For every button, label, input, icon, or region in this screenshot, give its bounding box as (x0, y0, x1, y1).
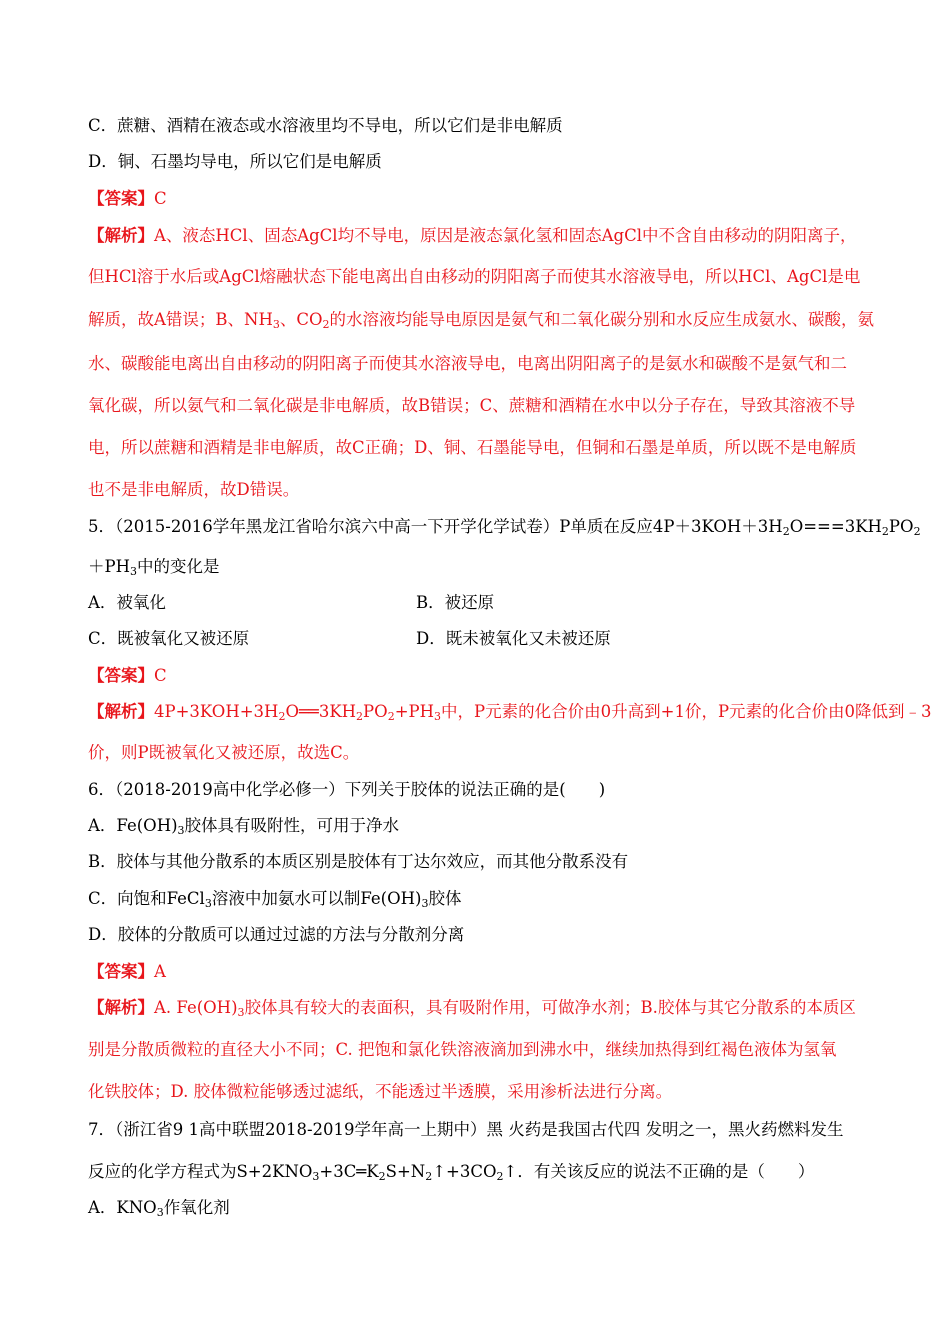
subscript: 2 (278, 710, 286, 723)
analysis-text: 的水溶液均能导电原因是氨气和二氧化碳分别和水反应生成氨水、碳酸，氨 (329, 310, 875, 329)
subscript: 3 (204, 897, 212, 910)
option-text: A．Fe(OH) (88, 816, 178, 835)
stem-text: O===3KH (789, 517, 882, 536)
q4-option-c: C．蔗糖、酒精在液态或水溶液里均不导电，所以它们是非电解质 (88, 116, 563, 135)
q6-option-d: D．胶体的分散质可以通过过滤的方法与分散剂分离 (88, 925, 465, 944)
q6-analysis-line-3: 化铁胶体；D. 胶体微粒能够透过滤纸，不能透过半透膜，采用渗析法进行分离。 (88, 1082, 673, 1101)
stem-text: ↑．有关该反应的说法不正确的是（ ） (503, 1162, 815, 1181)
analysis-text: +PH (394, 702, 435, 721)
subscript: 3 (130, 565, 137, 578)
subscript: 2 (356, 710, 364, 723)
q7-stem-line-1: 7．（浙江省9 1高中联盟2018-2019学年高一上期中）黑 火药是我国古代四 发明之一，黑火药燃料发生 (88, 1120, 844, 1139)
option-text: 作氧化剂 (163, 1198, 230, 1217)
q4-analysis-line-2: 但HCl溶于水后或AgCl熔融状态下能电离出自由移动的阴阳离子而使其水溶液导电，所以HCl、AgCl是电 (88, 267, 861, 286)
q4-analysis-line-3 (88, 310, 874, 330)
q5-option-c: C．既被氧化又被还原 (88, 629, 250, 648)
q5-option-b: B．被还原 (416, 593, 495, 612)
analysis-tag: 【解析】 (88, 226, 154, 245)
q5-stem-line-2 (88, 557, 220, 577)
q4-analysis-line-7: 也不是非电解质，故D错误。 (88, 480, 300, 499)
analysis-text: 中，P元素的化合价由0升高到+1价，P元素的化合价由0降低到﹣3 (441, 702, 932, 721)
q6-option-b: B．胶体与其他分散系的本质区别是胶体有丁达尔效应，而其他分散系没有 (88, 852, 629, 871)
analysis-text: 解质，故A错误；B、NH (88, 310, 273, 329)
q6-analysis-line-2: 别是分散质微粒的直径大小不同；C. 把饱和氯化铁溶液滴加到沸水中，继续加热得到红褐色液体为氢氧 (88, 1040, 837, 1059)
subscript: 2 (387, 710, 395, 723)
subscript: 2 (496, 1170, 504, 1183)
subscript: 3 (272, 318, 280, 331)
analysis-text: A、液态HCl、固态AgCl均不导电，原因是液态氯化氢和固态AgCl中不含自由移动的阴阳离子， (154, 226, 857, 245)
q6-stem: 6．（2018-2019高中化学必修一）下列关于胶体的说法正确的是( ) (88, 780, 606, 799)
answer-tag: 【答案】 (88, 666, 154, 685)
q5-options-row-1 (88, 593, 868, 613)
answer-value: C (154, 189, 167, 208)
q4-analysis-line-4: 水、碳酸能电离出自由移动的阴阳离子而使其水溶液导电，电离出阴阳离子的是氨水和碳酸不是氨气和二 (88, 354, 847, 373)
stem-text: 5．（2015-2016学年黑龙江省哈尔滨六中高一下开学化学试卷）P单质在反应4P＋3KOH＋3H (88, 517, 783, 536)
stem-text: 反应的化学方程式为S+2KNO (88, 1162, 313, 1181)
q4-analysis-line-1 (88, 226, 856, 246)
analysis-text: O══3KH (285, 702, 357, 721)
subscript: 3 (156, 1206, 164, 1219)
stem-text: PO (888, 517, 914, 536)
q5-option-d: D．既未被氧化又未被还原 (416, 629, 611, 648)
analysis-tag: 【解析】 (88, 998, 154, 1017)
answer-value: A (154, 962, 166, 981)
analysis-text: PO (363, 702, 388, 721)
q7-stem-line-2 (88, 1162, 814, 1182)
stem-text: +3C═K (319, 1162, 379, 1181)
q5-analysis-line-2: 价，则P既被氧化又被还原，故选C。 (88, 743, 360, 762)
option-text: 胶体具有吸附性，可用于净水 (184, 816, 400, 835)
subscript: 2 (425, 1170, 433, 1183)
subscript: 2 (913, 525, 921, 538)
analysis-tag: 【解析】 (88, 702, 154, 721)
option-text: A．KNO (88, 1198, 157, 1217)
stem-text: ＋PH (88, 557, 130, 576)
q6-analysis-line-1 (88, 998, 856, 1018)
analysis-text: 、CO (279, 310, 323, 329)
subscript: 2 (782, 525, 790, 538)
subscript: 3 (434, 710, 442, 723)
subscript: 2 (322, 318, 330, 331)
q5-options-row-2 (88, 629, 868, 649)
q5-answer (88, 666, 167, 686)
subscript: 3 (312, 1170, 320, 1183)
q4-answer (88, 189, 167, 209)
answer-value: C (154, 666, 167, 685)
subscript: 3 (177, 824, 185, 837)
subscript: 3 (421, 897, 429, 910)
q4-analysis-line-5: 氧化碳，所以氨气和二氧化碳是非电解质，故B错误；C、蔗糖和酒精在水中以分子存在，导致其溶液不导 (88, 396, 856, 415)
analysis-text: 胶体具有较大的表面积，具有吸附作用，可做净水剂；B.胶体与其它分散系的本质区 (244, 998, 856, 1017)
q7-option-a (88, 1198, 230, 1218)
stem-text: S+N (385, 1162, 426, 1181)
stem-text: ↑+3CO (432, 1162, 497, 1181)
analysis-text: 4P+3KOH+3H (154, 702, 279, 721)
subscript: 2 (378, 1170, 386, 1183)
option-text: 胶体 (428, 889, 462, 908)
q4-analysis-line-6: 电，所以蔗糖和酒精是非电解质，故C正确；D、铜、石墨能导电，但铜和石墨是单质，所以既不是电解质 (88, 438, 857, 457)
q6-answer (88, 962, 166, 982)
option-text: C．向饱和FeCl (88, 889, 205, 908)
q6-option-c (88, 889, 461, 909)
option-text: 溶液中加氨水可以制Fe(OH) (211, 889, 422, 908)
q5-analysis-line-1 (88, 702, 932, 722)
stem-text: 中的变化是 (137, 557, 220, 576)
analysis-text: A. Fe(OH) (154, 998, 238, 1017)
q5-option-a: A．被氧化 (88, 593, 166, 612)
q4-option-d: D．铜、石墨均导电，所以它们是电解质 (88, 152, 382, 171)
q5-stem-line-1 (88, 517, 921, 537)
subscript: 3 (237, 1006, 245, 1019)
answer-tag: 【答案】 (88, 189, 154, 208)
q6-option-a (88, 816, 399, 836)
answer-tag: 【答案】 (88, 962, 154, 981)
subscript: 2 (881, 525, 889, 538)
